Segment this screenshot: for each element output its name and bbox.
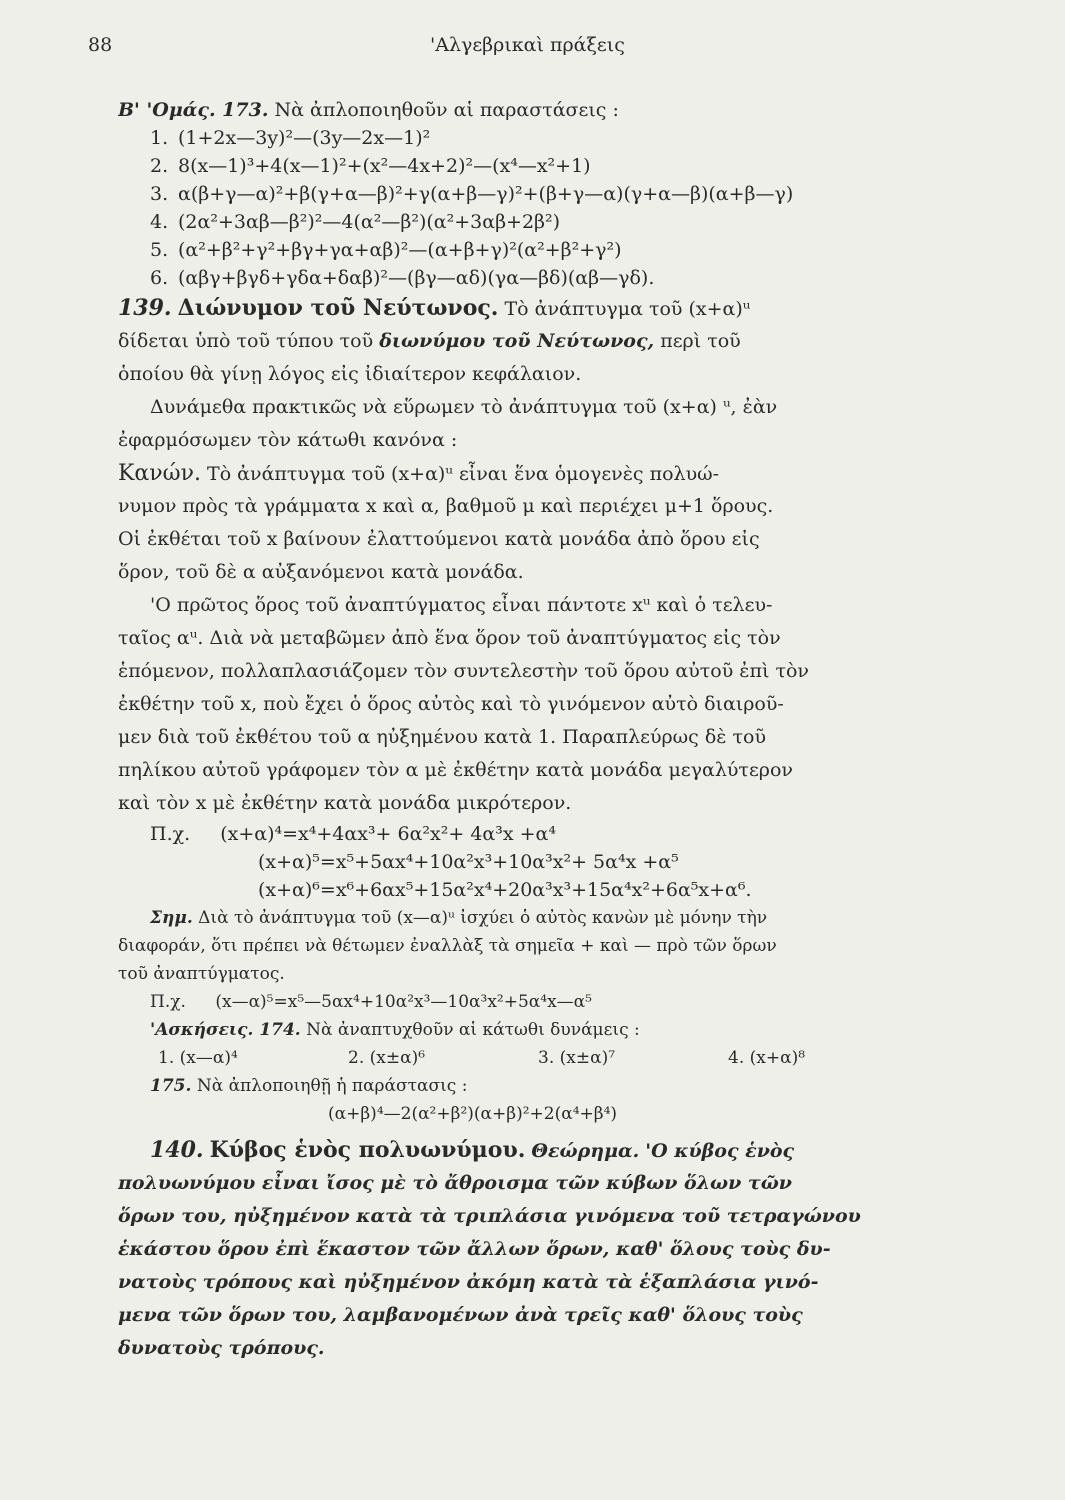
paragraph-line: ἐκθέτην τοῦ x, ποὺ ἔχει ὁ ὅρος αὐτὸς καὶ τὸ γινόμενον αὐτὸ διαιροῦ- [118,693,784,715]
exercise-item [728,1044,918,1072]
page-number: 88 [88,34,113,56]
text-run: δίδεται ὑπὸ τοῦ τύπου τοῦ [118,330,374,352]
paragraph-line: μεν διὰ τοῦ ἐκθέτου τοῦ α ηὐξημένου κατὰ 1. Παραπλεύρως δὲ τοῦ [118,726,767,748]
item-expression: (x±α)⁶ [369,1048,426,1068]
section-title: Διώνυμον τοῦ Νεύτωνος. [177,295,499,321]
exercise-175-label: 175. [150,1076,192,1096]
text-run: περὶ τοῦ [660,330,741,352]
rule-text: Τὸ ἀνάπτυγμα τοῦ (x+α)ᵘ εἶναι ἕνα ὁμογενὲς πολυώ- [207,463,720,485]
paragraph-line: πηλίκου αὐτοῦ γράφομεν τὸν α μὲ ἐκθέτην κατὰ μονάδα μεγαλύτερον [118,759,793,781]
exercise-item [348,1044,538,1072]
example-formula: (x+α)⁴=x⁴+4αx³+ 6α²x²+ 4α³x +α⁴ [220,823,556,845]
section-title: Κύβος ἑνὸς πολυωνύμου. [209,1137,526,1163]
section-139-heading [118,292,980,325]
section-text: Τὸ ἀνάπτυγμα τοῦ (x+α)ᵘ [504,298,751,320]
theorem-text: 'Ο κύβος ἑνὸς [645,1140,795,1162]
item-expression: (x±α)⁷ [559,1048,616,1068]
item-expression: (2α²+3αβ—β²)²—4(α²—β²)(α²+3αβ+2β²) [178,211,561,233]
exercise-item [538,1044,728,1072]
item-number: 2. [150,155,169,177]
note-line: τοῦ ἀναπτύγματος. [118,964,285,984]
section-number: 140. [150,1137,204,1163]
theorem-line: ὅρων του, ηὐξημένον κατὰ τὰ τριπλάσια γινόμενα τοῦ τετραγώνου [118,1205,861,1227]
example-label: Π.χ. [150,823,191,845]
item-number: 1. [150,127,169,149]
note-label: Σημ. [150,908,193,928]
exercises-intro: Νὰ ἀναπτυχθοῦν αἱ κάτωθι δυνάμεις : [306,1020,640,1040]
example-label: Π.χ. [150,992,186,1012]
paragraph-line: 'Ο πρῶτος ὅρος τοῦ ἀναπτύγματος εἶναι πάντοτε xᵘ καὶ ὁ τελευ- [150,594,773,616]
paragraph-line: ὅρον, τοῦ δὲ α αὐξανόμενοι κατὰ μονάδα. [118,561,524,583]
group-item [118,236,980,264]
rule-label: Κανών. [118,461,201,486]
item-expression: (x—α)⁴ [179,1048,238,1068]
item-expression: (α²+β²+γ²+βγ+γα+αβ)²—(α+β+γ)²(α²+β²+γ²) [178,239,622,261]
item-number: 4. [728,1048,745,1068]
group-item [118,264,980,292]
paragraph-line: καὶ τὸν x μὲ ἐκθέτην κατὰ μονάδα μικρότερον. [118,792,572,814]
note-line: διαφοράν, ὅτι πρέπει νὰ θέτωμεν ἐναλλὰξ τὰ σημεῖα + καὶ — πρὸ τῶν ὅρων [118,936,777,956]
exercise-175-expression: (α+β)⁴—2(α²+β²)(α+β)²+2(α⁴+β⁴) [328,1104,618,1124]
note-line [118,904,980,932]
item-number: 4. [150,211,169,233]
item-number: 2. [348,1048,365,1068]
theorem-line: πολυωνύμου εἶναι ἴσος μὲ τὸ ἄθροισμα τῶν κύβων ὅλων τῶν [118,1172,792,1194]
item-number: 3. [150,183,169,205]
emphasis-run: διωνύμου τοῦ Νεύτωνος, [379,330,655,352]
paragraph-line: ὁποίου θὰ γίνῃ λόγος εἰς ἰδιαίτερον κεφάλαιον. [118,363,582,385]
note-example-line [118,988,980,1016]
note-text: Διὰ τὸ ἀνάπτυγμα τοῦ (x—α)ᵘ ἰσχύει ὁ αὐτὸς κανὼν μὲ μόνην τὴν [198,908,768,928]
exercise-175-intro: Νὰ ἀπλοποιηθῇ ἡ παράστασις : [196,1076,468,1096]
item-number: 3. [538,1048,555,1068]
item-expression: (x+α)⁸ [749,1048,806,1068]
exercises-heading [118,1016,980,1044]
item-expression: α(β+γ—α)²+β(γ+α—β)²+γ(α+β—γ)²+(β+γ—α)(γ+α—β)(α+β—γ) [178,183,794,205]
group-item [118,152,980,180]
paragraph-line: Οἱ ἐκθέται τοῦ x βαίνουν ἐλαττούμενοι κατὰ μονάδα ἀπὸ ὅρου εἰς [118,528,760,550]
group-label: Β' 'Ομάς. 173. [118,99,269,121]
exercises-row [118,1044,980,1072]
group-item [118,208,980,236]
item-number: 5. [150,239,169,261]
example-formula: (x—α)⁵=x⁵—5αx⁴+10α²x³—10α³x²+5α⁴x—α⁵ [215,992,592,1012]
paragraph-line: Δυνάμεθα πρακτικῶς νὰ εὕρωμεν τὸ ἀνάπτυγμα τοῦ (x+α) ᵘ, ἐὰν [150,396,778,418]
paragraph-line: νυμον πρὸς τὰ γράμματα x καὶ α, βαθμοῦ μ καὶ περιέχει μ+1 ὅρους. [118,495,774,517]
exercises-label: 'Ασκήσεις. 174. [150,1020,301,1040]
exercise-item [158,1044,348,1072]
item-number: 1. [158,1048,175,1068]
group-item [118,124,980,152]
group-item [118,180,980,208]
paragraph-line: ἐφαρμόσωμεν τὸν κάτωθι κανόνα : [118,429,458,451]
exercise-175-line [118,1072,980,1100]
running-title: 'Αλγεβρικαὶ πράξεις [430,34,625,56]
page-body [118,96,980,1365]
theorem-line: ἑκάστου ὅρου ἐπὶ ἕκαστον τῶν ἄλλων ὅρων, καθ' ὅλους τοὺς δυ- [118,1238,831,1260]
section-number: 139. [118,295,172,321]
item-expression: 8(x—1)³+4(x—1)²+(x²—4x+2)²—(x⁴—x²+1) [178,155,591,177]
paragraph-line: ταῖος αᵘ. Διὰ νὰ μεταβῶμεν ἀπὸ ἕνα ὅρον τοῦ ἀναπτύγματος εἰς τὸν [118,627,781,649]
rule-line [118,457,980,490]
theorem-label: Θεώρημα. [531,1140,640,1162]
section-140-heading [118,1134,980,1167]
item-number: 6. [150,267,169,289]
example-line [118,820,980,848]
group-intro: Νὰ ἀπλοποιηθοῦν αἱ παραστάσεις : [274,99,619,121]
example-formula-line: (x+α)⁵=x⁵+5αx⁴+10α²x³+10α³x²+ 5α⁴x +α⁵ [258,851,679,873]
item-expression: (αβγ+βγδ+γδα+δαβ)²—(βγ—αδ)(γα—βδ)(αβ—γδ). [178,267,655,289]
example-formula-line: (x+α)⁶=x⁶+6αx⁵+15α²x⁴+20α³x³+15α⁴x²+6α⁵x+α⁶. [258,879,752,901]
paragraph-line: ἑπόμενον, πολλαπλασιάζομεν τὸν συντελεστὴν τοῦ ὅρου αὐτοῦ ἐπὶ τὸν [118,660,809,682]
group-heading [118,96,980,124]
theorem-line: δυνατοὺς τρόπους. [118,1337,325,1359]
theorem-line: νατοὺς τρόπους καὶ ηὐξημένον ἀκόμη κατὰ τὰ ἑξαπλάσια γινό- [118,1271,819,1293]
paragraph-line [118,325,980,358]
item-expression: (1+2x—3y)²—(3y—2x—1)² [178,127,431,149]
theorem-line: μενα τῶν ὅρων του, λαμβανομένων ἀνὰ τρεῖς καθ' ὅλους τοὺς [118,1304,803,1326]
page-header [0,34,1065,64]
